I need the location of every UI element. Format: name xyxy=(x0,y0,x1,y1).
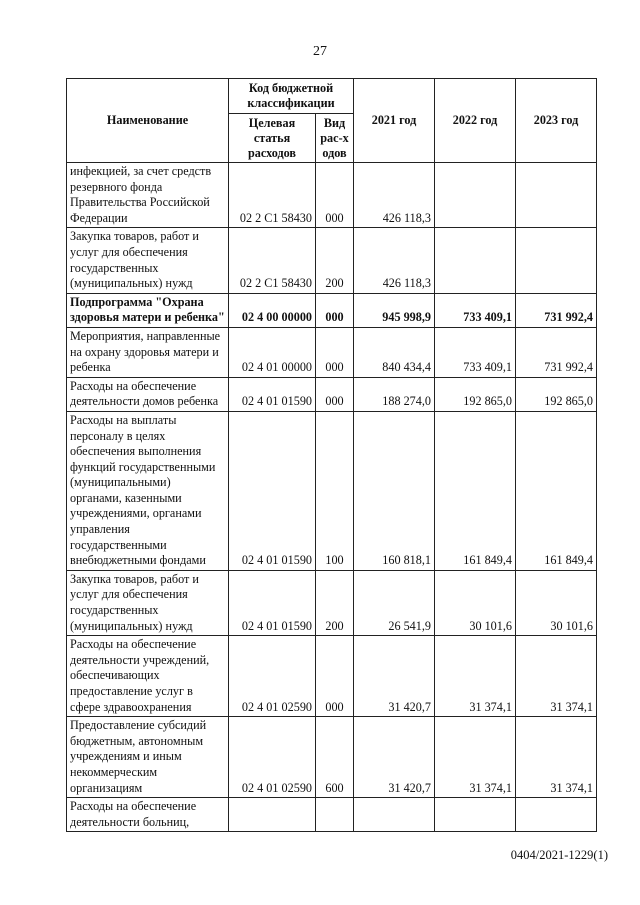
row-expense-kind: 100 xyxy=(316,411,354,570)
row-value-2022: 30 101,6 xyxy=(435,570,516,635)
row-name: Мероприятия, направленные на охрану здоровья матери и ребенка xyxy=(67,327,229,377)
row-value-2021: 426 118,3 xyxy=(354,228,435,293)
row-value-2021: 26 541,9 xyxy=(354,570,435,635)
header-2023: 2023 год xyxy=(516,79,597,163)
row-name: Подпрограмма "Охрана здоровья матери и ребенка" xyxy=(67,293,229,327)
row-value-2021: 31 420,7 xyxy=(354,717,435,798)
row-value-2023 xyxy=(516,228,597,293)
row-target-code: 02 2 С1 58430 xyxy=(229,228,316,293)
table-row xyxy=(67,228,597,293)
table-row xyxy=(67,798,597,832)
table-body xyxy=(67,163,597,832)
row-value-2022: 733 409,1 xyxy=(435,327,516,377)
row-value-2023 xyxy=(516,798,597,832)
header-2021: 2021 год xyxy=(354,79,435,163)
table-row xyxy=(67,163,597,228)
table-row xyxy=(67,377,597,411)
row-value-2021: 840 434,4 xyxy=(354,327,435,377)
header-2022: 2022 год xyxy=(435,79,516,163)
document-code: 0404/2021-1229(1) xyxy=(510,848,608,862)
row-target-code: 02 4 01 02590 xyxy=(229,717,316,798)
header-kind: Вид рас-ходов xyxy=(316,114,354,163)
row-value-2021 xyxy=(354,798,435,832)
table-row xyxy=(67,293,597,327)
row-value-2022: 733 409,1 xyxy=(435,293,516,327)
row-expense-kind: 000 xyxy=(316,293,354,327)
row-value-2023 xyxy=(516,163,597,228)
row-name: Расходы на обеспечение деятельности больниц, xyxy=(67,798,229,832)
row-value-2022 xyxy=(435,798,516,832)
row-value-2021: 426 118,3 xyxy=(354,163,435,228)
table-row xyxy=(67,636,597,717)
row-value-2021: 160 818,1 xyxy=(354,411,435,570)
budget-table xyxy=(66,78,597,832)
row-expense-kind: 200 xyxy=(316,570,354,635)
table-row xyxy=(67,570,597,635)
row-value-2022: 192 865,0 xyxy=(435,377,516,411)
row-value-2022 xyxy=(435,228,516,293)
page-number: 27 xyxy=(313,44,327,59)
row-value-2023: 30 101,6 xyxy=(516,570,597,635)
row-target-code: 02 4 01 00000 xyxy=(229,327,316,377)
row-target-code: 02 4 01 02590 xyxy=(229,636,316,717)
row-value-2023: 731 992,4 xyxy=(516,327,597,377)
row-value-2021: 945 998,9 xyxy=(354,293,435,327)
header-target: Целевая статья расходов xyxy=(229,114,316,163)
row-value-2023: 161 849,4 xyxy=(516,411,597,570)
row-value-2021: 31 420,7 xyxy=(354,636,435,717)
row-target-code: 02 2 С1 58430 xyxy=(229,163,316,228)
row-value-2023: 192 865,0 xyxy=(516,377,597,411)
row-value-2022: 31 374,1 xyxy=(435,717,516,798)
header-name: Наименование xyxy=(67,79,229,163)
row-name: Расходы на выплаты персоналу в целях обеспечения выполнения функций государственными (муниципальными) органами, казенными учреждениями, органами управления государственными внебюджетными фондами xyxy=(67,411,229,570)
header-code-group: Код бюджетной классификации xyxy=(229,79,354,114)
table-row xyxy=(67,327,597,377)
row-value-2023: 31 374,1 xyxy=(516,636,597,717)
row-name: Закупка товаров, работ и услуг для обеспечения государственных (муниципальных) нужд xyxy=(67,570,229,635)
row-expense-kind: 200 xyxy=(316,228,354,293)
row-value-2022: 161 849,4 xyxy=(435,411,516,570)
row-name: Расходы на обеспечение деятельности учреждений, обеспечивающих предоставление услуг в сфере здравоохранения xyxy=(67,636,229,717)
row-value-2023: 731 992,4 xyxy=(516,293,597,327)
row-value-2021: 188 274,0 xyxy=(354,377,435,411)
row-expense-kind xyxy=(316,798,354,832)
row-name: Закупка товаров, работ и услуг для обеспечения государственных (муниципальных) нужд xyxy=(67,228,229,293)
row-name: Предоставление субсидий бюджетным, автономным учреждениям и иным некоммерческим организациям xyxy=(67,717,229,798)
row-value-2022 xyxy=(435,163,516,228)
row-expense-kind: 600 xyxy=(316,717,354,798)
table-row xyxy=(67,717,597,798)
row-target-code: 02 4 01 01590 xyxy=(229,570,316,635)
row-value-2023: 31 374,1 xyxy=(516,717,597,798)
table-row xyxy=(67,411,597,570)
row-target-code: 02 4 01 01590 xyxy=(229,377,316,411)
row-expense-kind: 000 xyxy=(316,163,354,228)
row-name: Расходы на обеспечение деятельности домов ребенка xyxy=(67,377,229,411)
row-target-code: 02 4 00 00000 xyxy=(229,293,316,327)
row-target-code xyxy=(229,798,316,832)
row-expense-kind: 000 xyxy=(316,327,354,377)
row-value-2022: 31 374,1 xyxy=(435,636,516,717)
row-target-code: 02 4 01 01590 xyxy=(229,411,316,570)
row-expense-kind: 000 xyxy=(316,377,354,411)
row-name: инфекцией, за счет средств резервного фонда Правительства Российской Федерации xyxy=(67,163,229,228)
row-expense-kind: 000 xyxy=(316,636,354,717)
